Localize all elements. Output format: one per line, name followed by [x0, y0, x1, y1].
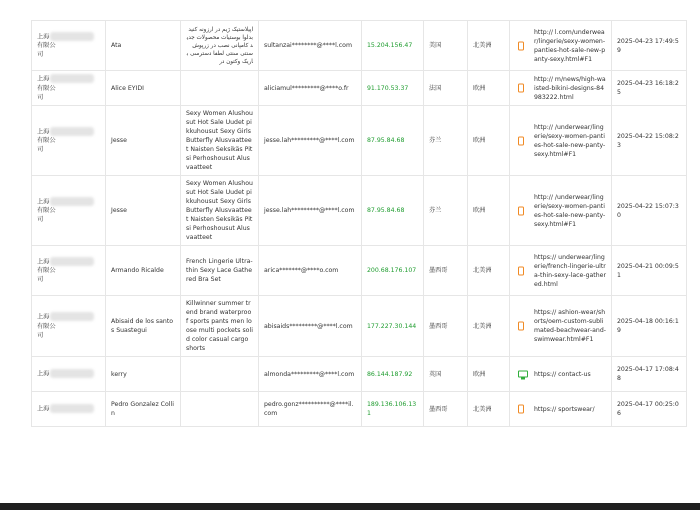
region-cell: 欧洲 [468, 357, 510, 392]
table-row[interactable] [32, 392, 687, 427]
country-cell: 芬兰 [424, 176, 468, 246]
company-cell: 上海 [32, 392, 106, 427]
name-cell: kerry [106, 357, 181, 392]
email-cell: almonda*********@****l.com [259, 357, 362, 392]
mobile-phone-icon [518, 206, 524, 215]
redacted-blur [50, 312, 94, 321]
ip-cell: 91.170.53.37 [362, 71, 424, 106]
date-cell: 2025-04-18 00:16:19 [612, 296, 687, 357]
mobile-phone-icon [518, 41, 524, 50]
source-url-link[interactable]: http:// l.com/underwear/lingerie/sexy-women-panties-hot-sale-new-panty-sexy.html#F1 [534, 28, 606, 63]
taskbar [0, 503, 700, 510]
message-cell: اپیلاستیک ژیم در ارزونه کنید بدلوا بوستیات محصولات جدید کامپانی نصب در زرپوش سنتی سنتی لطفا دسترسی باریک وکتون در [181, 21, 259, 71]
message-cell: Sexy Women Alushousut Hot Sale Uudet pikkuhousut Sexy Girls Butterfly Alusvaatteet Naisten Seksikäs Pitsi Perhoshousut Alusvaatteet [181, 176, 259, 246]
ip-cell: 200.68.176.107 [362, 246, 424, 296]
url-cell[interactable] [510, 71, 612, 106]
region-cell: 欧洲 [468, 176, 510, 246]
region-cell: 欧洲 [468, 71, 510, 106]
region-cell: 北美洲 [468, 392, 510, 427]
email-cell: pedro.gonz**********@****il.com [259, 392, 362, 427]
redacted-blur [50, 404, 94, 413]
region-cell: 北美洲 [468, 21, 510, 71]
country-cell: 法国 [424, 71, 468, 106]
desktop-icon [518, 371, 528, 378]
ip-cell: 87.95.84.68 [362, 176, 424, 246]
date-cell: 2025-04-21 00:09:51 [612, 246, 687, 296]
table-row[interactable] [32, 296, 687, 357]
country-cell: 芬兰 [424, 106, 468, 176]
company-cell: 上海有限公 司 [32, 296, 106, 357]
source-url-link[interactable]: https:// contact-us [534, 370, 591, 378]
inquiry-table-wrapper [31, 20, 679, 427]
ip-cell: 86.144.187.92 [362, 357, 424, 392]
name-cell: Pedro Gonzalez Collin [106, 392, 181, 427]
source-url-link[interactable]: http:// m/news/high-waisted-bikini-designs-84983222.html [534, 75, 606, 101]
source-url-link[interactable]: https:// ashion-wear/shorts/oem-custom-sublimated-beachwear-and-swimwear.html#F1 [534, 309, 606, 343]
email-cell: jesse.lah*********@****l.com [259, 176, 362, 246]
company-cell: 上海有限公 司 [32, 21, 106, 71]
company-cell: 上海有限公 司 [32, 106, 106, 176]
table-row[interactable] [32, 106, 687, 176]
country-cell: 墨西哥 [424, 392, 468, 427]
date-cell: 2025-04-17 00:25:06 [612, 392, 687, 427]
inquiry-table [31, 20, 687, 427]
ip-cell: 15.204.156.47 [362, 21, 424, 71]
date-cell: 2025-04-22 15:07:30 [612, 176, 687, 246]
email-cell: jesse.lah*********@****l.com [259, 106, 362, 176]
url-cell[interactable] [510, 246, 612, 296]
url-cell[interactable] [510, 296, 612, 357]
redacted-blur [50, 74, 94, 83]
source-url-link[interactable]: http:// /underwear/lingerie/sexy-women-panties-hot-sale-new-panty-sexy.html#F1 [534, 123, 606, 158]
name-cell: Ata [106, 21, 181, 71]
name-cell: Jesse [106, 106, 181, 176]
name-cell: Jesse [106, 176, 181, 246]
company-cell: 上海有限公 司 [32, 176, 106, 246]
date-cell: 2025-04-23 17:49:59 [612, 21, 687, 71]
mobile-phone-icon [518, 405, 524, 414]
email-cell: arica*******@****o.com [259, 246, 362, 296]
table-row[interactable] [32, 71, 687, 106]
mobile-phone-icon [518, 266, 524, 275]
source-url-link[interactable]: http:// /underwear/lingerie/sexy-women-panties-hot-sale-new-panty-sexy.html#F1 [534, 193, 606, 228]
message-cell [181, 392, 259, 427]
date-cell: 2025-04-17 17:08:48 [612, 357, 687, 392]
country-cell: 美国 [424, 21, 468, 71]
table-row[interactable] [32, 246, 687, 296]
ip-cell: 87.95.84.68 [362, 106, 424, 176]
url-cell[interactable] [510, 176, 612, 246]
mobile-phone-icon [518, 136, 524, 145]
region-cell: 北美洲 [468, 246, 510, 296]
name-cell: Armando Ricalde [106, 246, 181, 296]
url-cell[interactable] [510, 357, 612, 392]
email-cell: sultanzai********@****l.com [259, 21, 362, 71]
region-cell: 北美洲 [468, 296, 510, 357]
email-cell: aliciamul*********@****o.fr [259, 71, 362, 106]
message-cell: Sexy Women Alushousut Hot Sale Uudet pikkuhousut Sexy Girls Butterfly Alusvaatteet Naisten Seksikäs Pitsi Perhoshousut Alusvaatteet [181, 106, 259, 176]
email-cell: abisaids*********@****l.com [259, 296, 362, 357]
message-cell: French Lingerie Ultra-thin Sexy Lace Gathered Bra Set [181, 246, 259, 296]
table-row[interactable] [32, 176, 687, 246]
mobile-phone-icon [518, 322, 524, 331]
country-cell: 墨西哥 [424, 246, 468, 296]
region-cell: 欧洲 [468, 106, 510, 176]
date-cell: 2025-04-23 16:18:25 [612, 71, 687, 106]
redacted-blur [50, 257, 94, 266]
date-cell: 2025-04-22 15:08:23 [612, 106, 687, 176]
message-cell [181, 71, 259, 106]
name-cell: Alice EYIDI [106, 71, 181, 106]
company-cell: 上海 [32, 357, 106, 392]
redacted-blur [50, 32, 94, 41]
source-url-link[interactable]: https:// sportswear/ [534, 405, 595, 413]
country-cell: 墨西哥 [424, 296, 468, 357]
redacted-blur [50, 127, 94, 136]
name-cell: Abisaid de los santos Suastegui [106, 296, 181, 357]
ip-cell: 177.227.30.144 [362, 296, 424, 357]
mobile-phone-icon [518, 84, 524, 93]
url-cell[interactable] [510, 21, 612, 71]
redacted-blur [50, 369, 94, 378]
table-row[interactable] [32, 21, 687, 71]
url-cell[interactable] [510, 392, 612, 427]
company-cell: 上海有限公 司 [32, 246, 106, 296]
source-url-link[interactable]: https:// underwear/lingerie/french-lingerie-ultra-thin-sexy-lace-gathered.html [534, 253, 606, 288]
message-cell: Killwinner summer trend brand waterproof sports pants men loose multi pockets solid color casual cargo shorts [181, 296, 259, 357]
company-cell: 上海有限公 司 [32, 71, 106, 106]
country-cell: 英国 [424, 357, 468, 392]
ip-cell: 189.136.106.131 [362, 392, 424, 427]
redacted-blur [50, 197, 94, 206]
url-cell[interactable] [510, 106, 612, 176]
table-row[interactable] [32, 357, 687, 392]
message-cell [181, 357, 259, 392]
